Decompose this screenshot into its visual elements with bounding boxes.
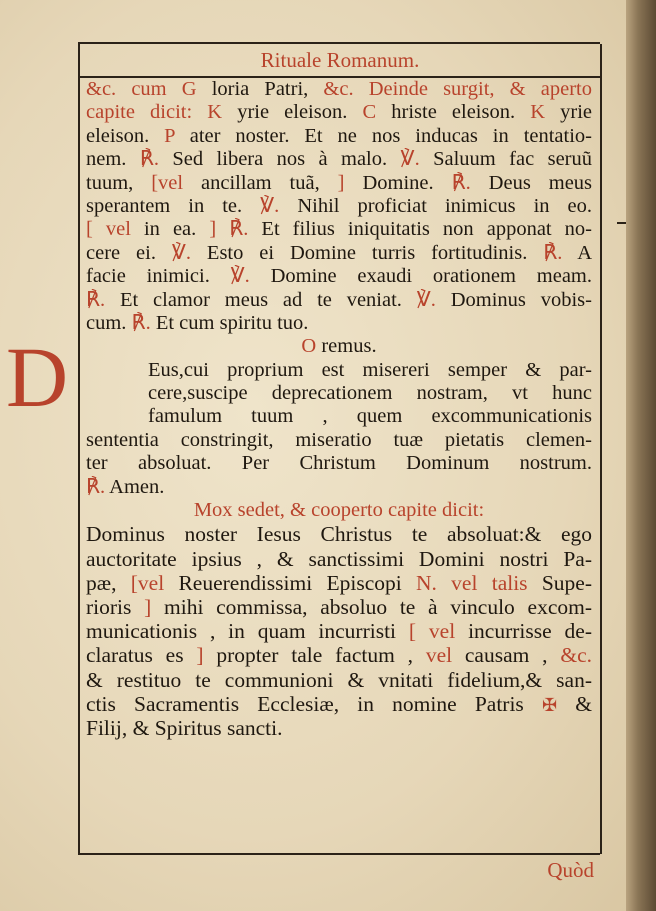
body-text: yrie xyxy=(560,101,592,124)
text-line xyxy=(86,312,592,335)
body-text: cum. xyxy=(86,311,132,334)
rubric-text: &c. cum G xyxy=(86,78,212,100)
body-text: Filij, & Spiritus sancti. xyxy=(86,715,283,740)
text-line xyxy=(86,476,592,499)
rubric-text: C xyxy=(362,101,392,124)
body-text: Reuerendissimi Episcopi xyxy=(178,570,416,595)
rubric-text: N. vel talis xyxy=(416,570,542,595)
rubric-text: [ vel xyxy=(408,619,469,644)
body-text: cere,suscipe deprecationem nostram, vt hunc xyxy=(148,382,592,405)
rubric-text: ℣. xyxy=(171,241,207,264)
text-line xyxy=(86,148,592,171)
rubric-text: ℣. xyxy=(400,148,434,171)
body-text: claratus es xyxy=(86,643,197,668)
text-line xyxy=(86,382,592,405)
running-head: Rituale Romanum. xyxy=(260,48,420,72)
text-line xyxy=(86,125,592,148)
rubric-text: ℟. xyxy=(86,475,110,498)
rubric-text: ℣. xyxy=(230,265,271,288)
text-line xyxy=(86,172,592,195)
absolution-paragraph xyxy=(86,522,592,740)
body-text: Eus,cui proprium est misereri semper & par- xyxy=(148,358,592,381)
rubric-text: O xyxy=(301,335,322,358)
body-text: famulum tuum , quem excommunicationis xyxy=(148,405,592,428)
body-text: Domine exaudi orationem meam. xyxy=(270,265,592,288)
body-text: Nihil proficiat inimicus in eo. xyxy=(297,194,592,217)
text-line xyxy=(86,78,592,101)
rubric-text: ℟. xyxy=(543,241,578,264)
maltese-cross-icon: ✠ xyxy=(541,694,558,715)
bottom-rule xyxy=(78,853,600,855)
text-line xyxy=(86,668,592,692)
body-text: & xyxy=(557,691,592,716)
body-text: hriste eleison. xyxy=(391,101,531,124)
drop-cap: D xyxy=(6,329,69,425)
body-text: pæ, xyxy=(86,570,131,595)
rubric-text: K xyxy=(530,101,561,124)
prayer-paragraph xyxy=(86,359,592,429)
body-text: Et filius iniquitatis non apponat no- xyxy=(261,218,592,241)
rubric-text: ℟. xyxy=(139,148,173,171)
text-line xyxy=(86,716,592,740)
body-text: incurrisse de- xyxy=(468,619,592,644)
body-text: sperantem in te. xyxy=(86,194,261,217)
text-line xyxy=(86,595,592,619)
text-line xyxy=(86,452,592,475)
body-text: ctis Sacramentis Ecclesiæ, in nomine Patris xyxy=(86,691,542,716)
body-text: facie inimici. xyxy=(86,265,231,288)
body-text: Supe- xyxy=(541,570,592,595)
body-text: rioris xyxy=(86,594,145,619)
catchword: Quòd xyxy=(547,858,594,882)
body-text: remus. xyxy=(321,335,377,358)
body-text: Deus meus xyxy=(488,171,592,194)
body-text: Dominus noster Iesus Christus te absoluat:& ego xyxy=(86,522,592,547)
rubric-text: [vel xyxy=(151,171,202,194)
rubric-text: capite dicit: K xyxy=(86,101,238,124)
body-text: ater noster. Et ne nos inducas in tentatio- xyxy=(189,124,592,147)
body-text: cere ei. xyxy=(86,241,172,264)
text-line xyxy=(86,405,592,428)
text-block xyxy=(86,78,592,740)
rubric-text: ] xyxy=(196,643,217,668)
body-text: Et clamor meus ad te veniat. xyxy=(119,288,417,311)
dialogue-lines xyxy=(86,78,592,335)
rubric-text: &c. Deinde surgit, & aperto xyxy=(323,78,592,100)
rubric-text: ] xyxy=(337,171,363,194)
body-text: ter absoluat. Per Christum Dominum nostrum. xyxy=(86,452,592,475)
rubric-text: ] ℟. xyxy=(209,218,262,241)
body-text: yrie eleison. xyxy=(237,101,363,124)
body-text: A xyxy=(577,241,592,264)
text-line xyxy=(86,265,592,288)
body-text: sententia constringit, miseratio tuæ pietatis clemen- xyxy=(86,428,592,451)
oremus-heading xyxy=(86,335,592,358)
rubric-text: P xyxy=(164,124,190,147)
rubric-line: Mox sedet, & cooperto capite dicit: xyxy=(193,499,485,522)
text-line xyxy=(86,359,592,382)
rubric-text: ℟. xyxy=(451,171,489,194)
rubric-text: &c. xyxy=(560,643,592,668)
body-text: Saluum fac seruũ xyxy=(433,148,592,171)
body-text: tuum, xyxy=(86,171,152,194)
body-text: in ea. xyxy=(143,218,210,241)
body-text: auctoritate ipsius , & sanctissimi Domini nostri Pa- xyxy=(86,546,592,571)
body-text: Amen. xyxy=(109,475,165,498)
body-text: Domine. xyxy=(362,171,452,194)
text-line xyxy=(86,619,592,643)
rubric-text: [ vel xyxy=(86,218,144,241)
text-line xyxy=(86,547,592,571)
body-text: nem. xyxy=(86,148,140,171)
body-text: Esto ei Domine turris fortitudinis. xyxy=(206,241,544,264)
rubric-text: ℣. xyxy=(260,194,298,217)
body-text: Et cum spiritu tuo. xyxy=(155,311,309,334)
text-line xyxy=(86,195,592,218)
body-text: Dominus vobis- xyxy=(450,288,592,311)
text-line xyxy=(86,692,592,716)
body-text: eleison. xyxy=(86,124,165,147)
rubric-text: ℟. xyxy=(131,311,156,334)
body-text: propter tale factum , xyxy=(216,643,426,668)
book-spine xyxy=(626,0,656,911)
body-text: ancillam tuã, xyxy=(201,171,338,194)
rubric-text: ℣. xyxy=(416,288,451,311)
text-line xyxy=(86,429,592,452)
text-line xyxy=(86,242,592,265)
body-text: loria Patri, xyxy=(211,78,324,100)
rubric-text: ] xyxy=(144,594,164,619)
body-text: municationis , in quam incurristi xyxy=(86,619,409,644)
text-line xyxy=(86,643,592,667)
body-text: causam , xyxy=(464,643,561,668)
body-text: mihi commissa, absoluo te à vinculo excom- xyxy=(164,594,592,619)
text-line xyxy=(86,218,592,241)
rubric-text: vel xyxy=(425,643,465,668)
text-line xyxy=(86,289,592,312)
text-line xyxy=(86,571,592,595)
rubric-text: [vel xyxy=(130,570,179,595)
body-text: Sed libera nos à malo. xyxy=(172,148,401,171)
body-text: & restituo te communioni & vnitati fidelium,& san- xyxy=(86,667,592,692)
text-line xyxy=(86,101,592,124)
prayer-continuation xyxy=(86,429,592,499)
text-line xyxy=(86,522,592,546)
rubric-text: ℟. xyxy=(86,288,120,311)
